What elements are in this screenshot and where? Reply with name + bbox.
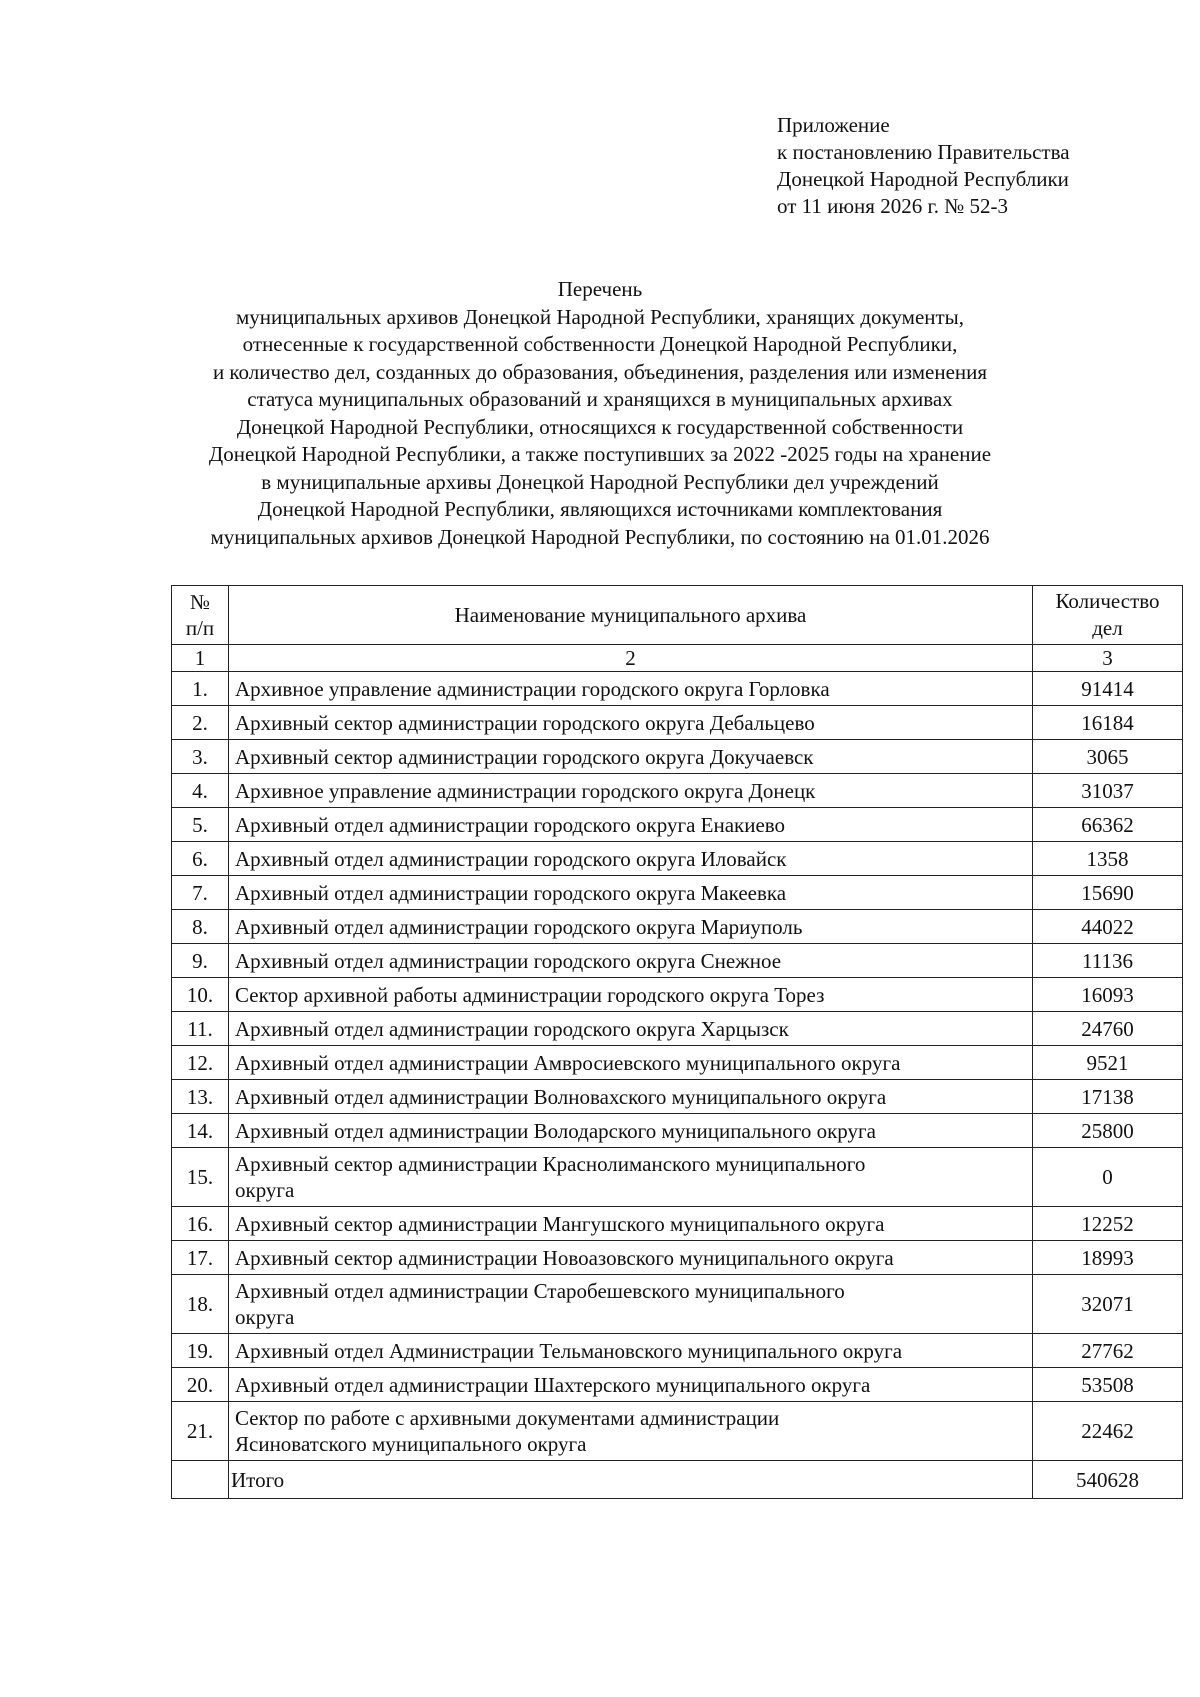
archive-name: Архивный отдел администрации городского округа Енакиево — [229, 808, 1033, 842]
table-row — [172, 978, 1183, 1012]
file-count: 44022 — [1033, 910, 1183, 944]
archive-name: Архивный отдел администрации городского округа Харцызск — [229, 1012, 1033, 1046]
row-number: 10. — [172, 978, 229, 1012]
file-count: 22462 — [1033, 1402, 1183, 1461]
header-archive-name: Наименование муниципального архива — [229, 586, 1033, 645]
title-line: и количество дел, созданных до образования, объединения, разделения или изменения — [212, 359, 988, 384]
row-number: 21. — [172, 1402, 229, 1461]
file-count: 16093 — [1033, 978, 1183, 1012]
header-number-abbr: п/п — [185, 616, 215, 640]
row-number: 17. — [172, 1241, 229, 1275]
row-number: 15. — [172, 1148, 229, 1207]
archive-name — [229, 1275, 1033, 1334]
archive-name-line: Сектор по работе с архивными документами администрации — [235, 1406, 780, 1430]
table-row — [172, 1275, 1183, 1334]
archive-name: Архивный сектор администрации Мангушского муниципального округа — [229, 1207, 1033, 1241]
table-row — [172, 910, 1183, 944]
archive-name — [229, 1402, 1033, 1461]
file-count: 9521 — [1033, 1046, 1183, 1080]
row-number: 19. — [172, 1334, 229, 1368]
archives-table — [171, 585, 1183, 1499]
row-number: 7. — [172, 876, 229, 910]
file-count: 3065 — [1033, 740, 1183, 774]
table-row — [172, 842, 1183, 876]
archive-name — [229, 1148, 1033, 1207]
header-number — [172, 586, 229, 645]
row-number: 6. — [172, 842, 229, 876]
file-count: 0 — [1033, 1148, 1183, 1207]
row-number: 5. — [172, 808, 229, 842]
header-count-line2: дел — [1092, 616, 1123, 640]
archive-name: Архивный сектор администрации Новоазовского муниципального округа — [229, 1241, 1033, 1275]
header-count-line1: Количество — [1055, 589, 1160, 613]
table-row — [172, 1334, 1183, 1368]
column-index: 3 — [1033, 645, 1183, 672]
file-count: 24760 — [1033, 1012, 1183, 1046]
table-row — [172, 1012, 1183, 1046]
header-file-count — [1033, 586, 1183, 645]
column-index-row — [172, 645, 1183, 672]
archive-name: Архивный отдел администрации Волновахского муниципального округа — [229, 1080, 1033, 1114]
archive-name-line: округа — [235, 1305, 295, 1329]
archive-name: Архивный отдел администрации городского округа Макеевка — [229, 876, 1033, 910]
row-number: 20. — [172, 1368, 229, 1402]
table-row — [172, 1241, 1183, 1275]
row-number: 14. — [172, 1114, 229, 1148]
table-row — [172, 1080, 1183, 1114]
file-count: 11136 — [1033, 944, 1183, 978]
table-header-row — [172, 586, 1183, 645]
table-row — [172, 876, 1183, 910]
row-number: 13. — [172, 1080, 229, 1114]
archive-name: Архивный сектор администрации городского округа Дебальцево — [229, 706, 1033, 740]
title-line: Донецкой Народной Республики, являющихся источниками комплектования — [257, 497, 943, 521]
file-count: 27762 — [1033, 1334, 1183, 1368]
file-count: 31037 — [1033, 774, 1183, 808]
document-title — [150, 276, 1050, 551]
total-empty-cell — [172, 1461, 229, 1499]
row-number: 4. — [172, 774, 229, 808]
column-index: 1 — [172, 645, 229, 672]
title-line: Донецкой Народной Республики, относящихся к государственной собственности — [236, 414, 964, 439]
archive-name: Архивное управление администрации городского округа Донецк — [229, 774, 1033, 808]
file-count: 12252 — [1033, 1207, 1183, 1241]
row-number: 16. — [172, 1207, 229, 1241]
table-row — [172, 740, 1183, 774]
archive-name: Архивный отдел администрации городского округа Иловайск — [229, 842, 1033, 876]
archive-name: Архивный отдел администрации городского округа Мариуполь — [229, 910, 1033, 944]
header-number-sign: № — [189, 590, 211, 614]
file-count: 16184 — [1033, 706, 1183, 740]
archive-name-line: округа — [235, 1178, 295, 1202]
file-count: 15690 — [1033, 876, 1183, 910]
table-row — [172, 1148, 1183, 1207]
title-heading: Перечень — [557, 277, 643, 301]
table-row — [172, 1046, 1183, 1080]
table-row — [172, 774, 1183, 808]
archive-name: Архивный отдел Администрации Тельмановского муниципального округа — [229, 1334, 1033, 1368]
title-line: отнесенные к государственной собственности Донецкой Народной Республики, — [242, 332, 958, 356]
archive-name: Архивный сектор администрации городского округа Докучаевск — [229, 740, 1033, 774]
archive-name-line: Архивный отдел администрации Старобешевского муниципального — [235, 1279, 845, 1303]
file-count: 53508 — [1033, 1368, 1183, 1402]
table-row — [172, 808, 1183, 842]
archive-name: Архивный отдел администрации Амвросиевского муниципального округа — [229, 1046, 1033, 1080]
total-row — [172, 1461, 1183, 1499]
archive-name: Архивное управление администрации городского округа Горловка — [229, 672, 1033, 706]
appendix-block — [777, 112, 1070, 220]
file-count: 91414 — [1033, 672, 1183, 706]
row-number: 1. — [172, 672, 229, 706]
table-row — [172, 1402, 1183, 1461]
table-row — [172, 672, 1183, 706]
table-row — [172, 1114, 1183, 1148]
table-row — [172, 1207, 1183, 1241]
title-line: Донецкой Народной Республики, а также поступивших за 2022 -2025 годы на хранение — [208, 442, 992, 466]
appendix-resolution-line: к постановлению Правительства — [777, 140, 1070, 164]
file-count: 32071 — [1033, 1275, 1183, 1334]
row-number: 9. — [172, 944, 229, 978]
row-number: 11. — [172, 1012, 229, 1046]
table-row — [172, 944, 1183, 978]
file-count: 66362 — [1033, 808, 1183, 842]
file-count: 17138 — [1033, 1080, 1183, 1114]
archive-name-line: Архивный сектор администрации Краснолиманского муниципального — [235, 1152, 866, 1176]
archive-name-line: Ясиноватского муниципального округа — [235, 1432, 587, 1456]
table-row — [172, 1368, 1183, 1402]
row-number: 8. — [172, 910, 229, 944]
row-number: 12. — [172, 1046, 229, 1080]
archive-name: Архивный отдел администрации Володарского муниципального округа — [229, 1114, 1033, 1148]
archive-name: Сектор архивной работы администрации городского округа Торез — [229, 978, 1033, 1012]
title-line: в муниципальные архивы Донецкой Народной Республики дел учреждений — [261, 469, 939, 494]
appendix-government-line: Донецкой Народной Республики — [777, 167, 1069, 191]
title-line: муниципальных архивов Донецкой Народной Республики, хранящих документы, — [235, 304, 965, 329]
total-label: Итого — [229, 1461, 1033, 1499]
row-number: 3. — [172, 740, 229, 774]
column-index: 2 — [229, 645, 1033, 672]
appendix-date-number: от 11 июня 2026 г. № 52-3 — [777, 194, 1008, 218]
file-count: 18993 — [1033, 1241, 1183, 1275]
total-count: 540628 — [1033, 1461, 1183, 1499]
row-number: 2. — [172, 706, 229, 740]
title-line: статуса муниципальных образований и хранящихся в муниципальных архивах — [247, 387, 953, 411]
archive-name: Архивный отдел администрации Шахтерского муниципального округа — [229, 1368, 1033, 1402]
row-number: 18. — [172, 1275, 229, 1334]
archive-name: Архивный отдел администрации городского округа Снежное — [229, 944, 1033, 978]
file-count: 1358 — [1033, 842, 1183, 876]
table-row — [172, 706, 1183, 740]
file-count: 25800 — [1033, 1114, 1183, 1148]
appendix-heading: Приложение — [777, 113, 890, 137]
title-line: муниципальных архивов Донецкой Народной Республики, по состоянию на 01.01.2026 — [210, 524, 990, 549]
